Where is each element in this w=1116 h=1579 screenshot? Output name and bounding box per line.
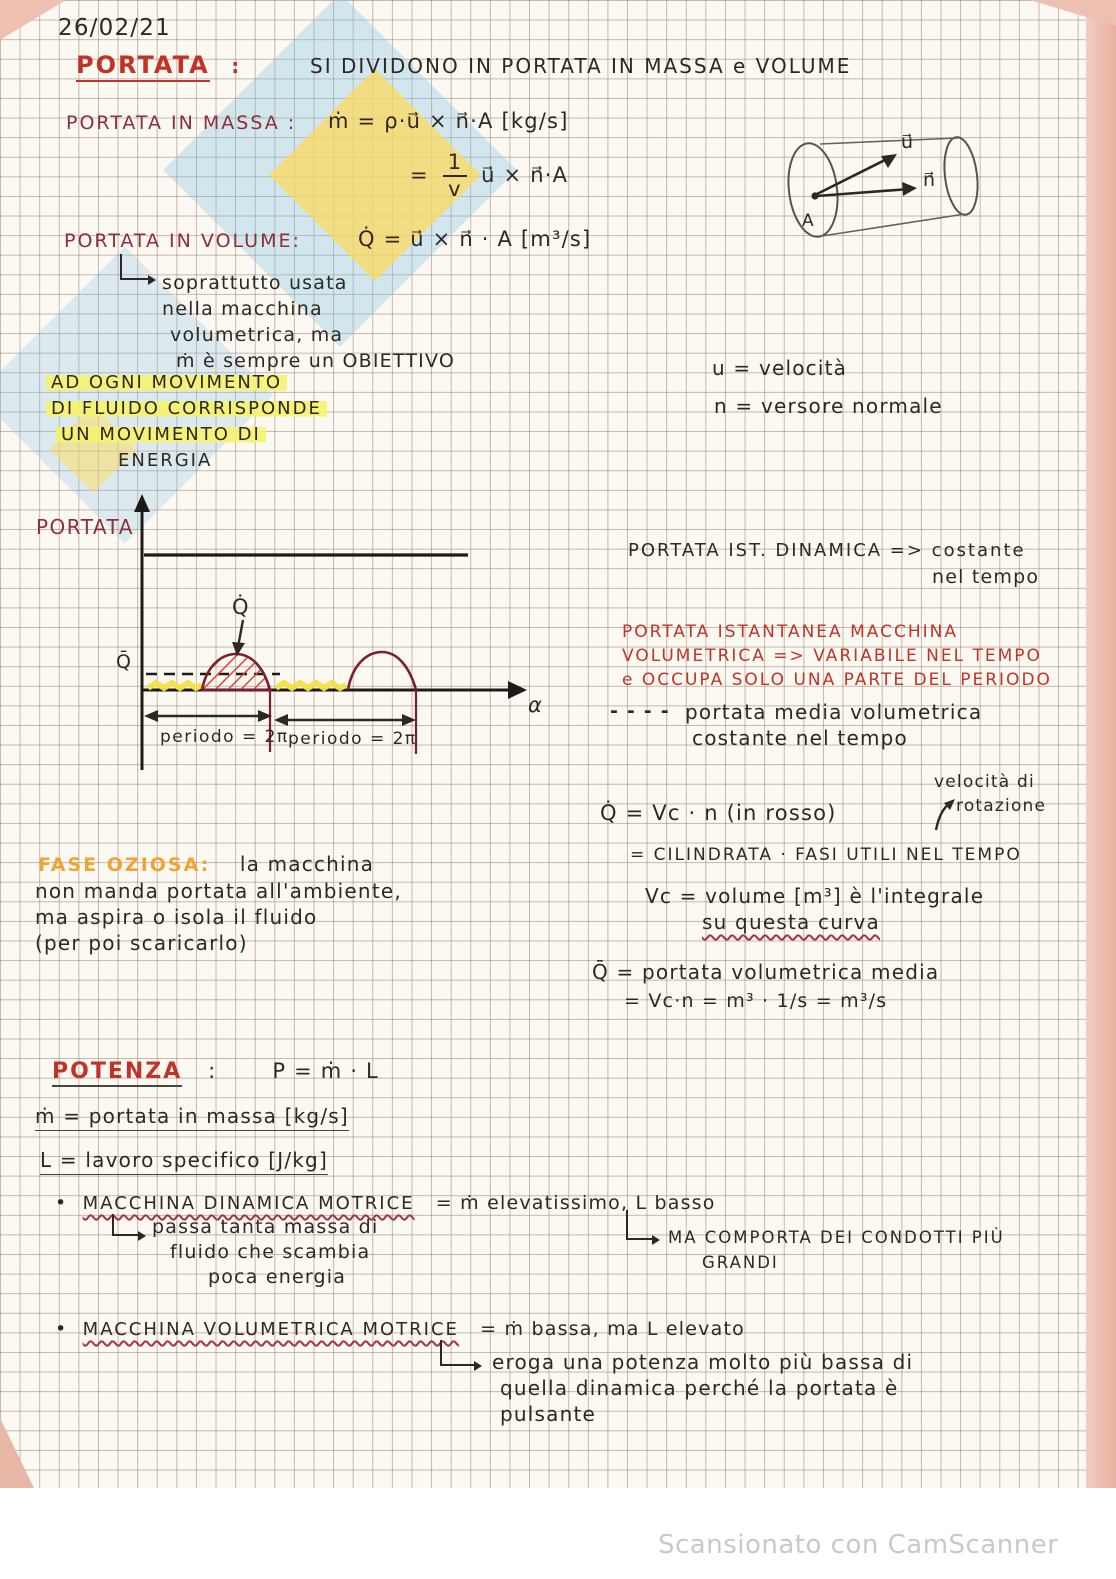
volumetric-machine-note: quella dinamica perché la portata è: [500, 1376, 899, 1400]
bullet: •: [55, 1318, 68, 1340]
equals-sign: =: [410, 163, 429, 187]
dynamic-machine-note: fluido che scambia: [170, 1241, 371, 1263]
title-separator: :: [231, 54, 241, 78]
dynamic-flow-note: PORTATA IST. DINAMICA => costante: [628, 540, 1026, 561]
volumetric-machine-value: = ṁ bassa, ma L elevato: [480, 1318, 745, 1340]
note-line: volumetrica, ma: [170, 324, 344, 346]
elbow-arrow-icon: [440, 1340, 476, 1366]
cilindrata-line: = CILINDRATA · FASI UTILI NEL TEMPO: [630, 845, 1022, 865]
volumetric-machine-name: MACCHINA VOLUMETRICA MOTRICE: [82, 1319, 459, 1340]
mass-flow-formula-2: [410, 152, 568, 200]
x-axis-arrowhead-icon: [508, 681, 527, 699]
volume-flow-note: [162, 270, 492, 374]
title-text: SI DIVIDONO IN PORTATA IN MASSA e VOLUME: [310, 54, 852, 78]
mass-flow-formula-2-rest: u⃗ × n⃗·A: [481, 163, 569, 187]
fase-oziosa-keyword: FASE OZIOSA:: [38, 854, 211, 876]
scanner-credit: Scansionato con CamScanner: [658, 1530, 1059, 1560]
note-line: soprattutto usata: [162, 272, 348, 294]
flow-pulse-2: [348, 652, 416, 690]
dash-legend-text: costante nel tempo: [692, 726, 908, 750]
graph-y-axis-label: PORTATA: [36, 515, 134, 539]
volumetric-machine-note: pulsante: [500, 1402, 597, 1426]
axis-highlight: [276, 683, 346, 688]
period-2-label: periodo = 2π: [288, 729, 417, 749]
fraction-numerator: 1: [443, 152, 468, 177]
qmean-units: = Vc·n = m³ · 1/s = m³/s: [624, 990, 888, 1012]
volume-flow-label: PORTATA IN VOLUME:: [64, 230, 301, 252]
energy-note-line: DI FLUIDO CORRISPONDE: [46, 398, 327, 419]
elbow-arrow-icon: [626, 1210, 654, 1240]
potenza-formula: P = ṁ · L: [272, 1059, 379, 1083]
dynamic-machine-note: poca energia: [208, 1266, 347, 1288]
curved-arrow-icon: [932, 796, 958, 832]
period-1-label: periodo = 2π: [160, 727, 289, 747]
potenza-separator: :: [208, 1059, 217, 1083]
u-definition: u = velocità: [712, 356, 848, 380]
elbow-arrow-icon: [120, 254, 150, 280]
dynamic-flow-note-2: nel tempo: [932, 566, 1040, 588]
scan-edge: [1086, 0, 1116, 1488]
fase-oziosa-text: (per poi scaricarlo): [35, 931, 248, 955]
volume-flow-formula: Q̇ = u⃗ × n⃗ · A [m³/s]: [358, 227, 592, 251]
n-vector-label: n⃗: [923, 169, 937, 191]
volumetric-flow-note: e OCCUPA SOLO UNA PARTE DEL PERIODO: [622, 670, 1052, 690]
energy-note-line: UN MOVIMENTO DI: [56, 424, 266, 445]
title-keyword: PORTATA: [76, 51, 210, 82]
dynamic-machine-name: MACCHINA DINAMICA MOTRICE: [82, 1193, 415, 1214]
energy-note-line: AD OGNI MOVIMENTO: [46, 372, 287, 393]
volumetric-flow-note: PORTATA ISTANTANEA MACCHINA: [622, 622, 958, 642]
dash-legend-text: portata media volumetrica: [685, 700, 983, 724]
bullet: •: [55, 1192, 68, 1214]
fase-oziosa-text: la macchina: [239, 852, 375, 876]
mass-flow-definition: ṁ = portata in massa [kg/s]: [35, 1104, 349, 1131]
specific-work-definition: L = lavoro specifico [J/kg]: [40, 1148, 328, 1175]
volumetric-flow-note: VOLUMETRICA => VARIABILE NEL TEMPO: [622, 646, 1042, 666]
fase-oziosa-text: ma aspira o isola il fluido: [35, 905, 318, 929]
n-vector-arrowhead-icon: [902, 182, 917, 196]
fraction-denominator: v: [448, 177, 462, 201]
axis-highlight: [148, 683, 202, 688]
dynamic-machine-right-note: MA COMPORTA DEI CONDOTTI PIÙ: [668, 1228, 1005, 1247]
dynamic-machine-value: = ṁ elevatissimo, L basso: [435, 1192, 716, 1214]
area-label: A: [802, 211, 816, 231]
volumetric-machine-note: eroga una potenza molto più bassa di: [492, 1350, 914, 1374]
dash-legend-symbol: - - - -: [610, 700, 670, 722]
cylinder-sketch: [775, 128, 990, 253]
rotation-speed-label: rotazione: [956, 796, 1047, 816]
q-mean-label: Q̄: [116, 651, 133, 673]
mass-flow-label: PORTATA IN MASSA :: [66, 112, 297, 134]
date: 26/02/21: [58, 15, 171, 41]
vc-definition-2: su questa curva: [702, 910, 880, 934]
energy-note-line: ENERGIA: [118, 450, 213, 471]
n-definition: n = versore normale: [714, 394, 943, 418]
fraction: [443, 152, 468, 200]
flow-rate-graph: [30, 492, 550, 792]
mass-flow-formula: ṁ = ρ·u⃗ × n⃗·A [kg/s]: [328, 109, 569, 133]
rotation-speed-label: velocità di: [934, 772, 1035, 792]
vc-definition: Vc = volume [m³] è l'integrale: [645, 884, 985, 908]
potenza-keyword: POTENZA: [52, 1059, 182, 1087]
qdot-formula: Q̇ = Vc · n (in rosso): [600, 801, 837, 825]
fase-oziosa-text: non manda portata all'ambiente,: [35, 879, 402, 903]
note-line: ṁ è sempre un OBIETTIVO: [176, 350, 455, 372]
flow-pulse-1: [202, 654, 270, 690]
elbow-arrow-icon: [112, 1214, 140, 1236]
graph-x-axis-label: α: [528, 693, 544, 717]
q-dot-label: Q̇: [232, 595, 251, 619]
note-line: nella macchina: [162, 298, 323, 320]
dynamic-machine-note: passa tanta massa di: [152, 1216, 379, 1238]
y-axis-arrowhead-icon: [134, 494, 150, 512]
dynamic-machine-right-note: GRANDI: [702, 1253, 779, 1272]
qmean-definition: Q̄ = portata volumetrica media: [592, 960, 940, 984]
u-vector-label: u⃗: [901, 131, 915, 153]
